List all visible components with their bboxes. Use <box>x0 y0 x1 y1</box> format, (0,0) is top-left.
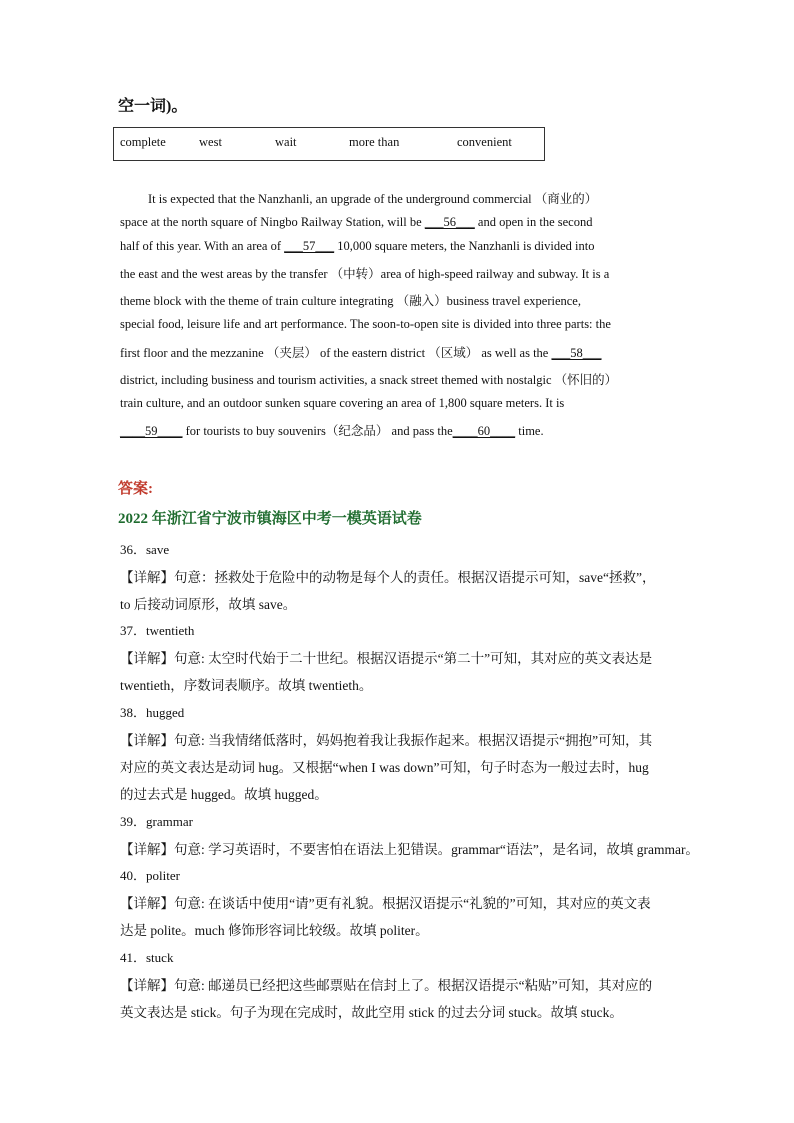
answer-number: 39．grammar <box>120 814 193 829</box>
answer-explanation: 【详解】句意：拯救处于危险中的动物是每个人的责任。根据汉语提示可知，save“拯救”， <box>120 570 656 585</box>
blank-56: ___56___ <box>424 215 475 229</box>
passage-line <box>120 421 544 439</box>
passage-line: train culture, and an outdoor sunken square covering an area of 1,800 square meters. It is <box>120 396 565 410</box>
passage-text: and open in the second <box>474 215 593 229</box>
word-box-item: more than <box>349 135 400 149</box>
passage-line <box>120 215 592 230</box>
answer-explanation: 达是 polite。much 修饰形容词比较级。故填 politer。 <box>120 923 429 938</box>
passage-line <box>120 343 601 361</box>
answer-explanation: 【详解】句意: 邮递员已经把这些邮票贴在信封上了。根据汉语提示“粘贴”可知，其对应的 <box>120 978 653 993</box>
answer-number: 38．hugged <box>120 705 185 720</box>
passage-line: district, including business and tourism activities, a snack street themed with nostalgic （怀旧的） <box>120 373 618 387</box>
answer-explanation: 【详解】句意: 学习英语时，不要害怕在语法上犯错误。grammar“语法”，是名词，故填 grammar。 <box>120 842 699 857</box>
blank-59: ____59____ <box>120 424 183 438</box>
passage-line: special food, leisure life and art performance. The soon-to-open site is divided into three parts: the <box>120 317 611 331</box>
answer-explanation: 英文表达是 stick。句子为现在完成时，故此空用 stick 的过去分词 stuck。故填 stuck。 <box>120 1005 623 1020</box>
word-box-item: convenient <box>457 135 512 149</box>
passage-line: theme block with the theme of train culture integrating （融入）business travel experience, <box>120 294 581 308</box>
answer-number: 36．save <box>120 542 170 557</box>
answers-label: 答案: <box>118 481 153 497</box>
answer-explanation: 【详解】句意: 在谈话中使用“请”更有礼貌。根据汉语提示“礼貌的”可知，其对应的英文表 <box>120 896 651 911</box>
blank-58: ___58___ <box>551 346 602 360</box>
answer-number: 41．stuck <box>120 950 174 965</box>
word-box-item: complete <box>120 135 166 149</box>
answer-number: 37．twentieth <box>120 623 195 638</box>
answer-explanation: 对应的英文表达是动词 hug。又根据“when I was down”可知，句子时态为一般过去时，hug <box>120 760 649 775</box>
passage-text: first floor and the mezzanine （夹层） of the eastern district （区域） as well as the <box>120 346 552 360</box>
passage-text: time. <box>515 424 544 438</box>
answer-explanation: 【详解】句意: 当我情绪低落时，妈妈抱着我让我振作起来。根据汉语提示“拥抱”可知，其 <box>120 733 653 748</box>
answer-explanation: 【详解】句意: 太空时代始于二十世纪。根据汉语提示“第二十”可知，其对应的英文表达是 <box>120 651 653 666</box>
answer-explanation: twentieth，序数词表顺序。故填 twentieth。 <box>120 678 373 693</box>
passage-text: 10,000 square meters, the Nanzhanli is divided into <box>334 239 595 253</box>
passage-text: for tourists to buy souvenirs（纪念品） and pass the <box>182 424 453 438</box>
exam-title: 2022 年浙江省宁波市镇海区中考一模英语试卷 <box>118 511 422 527</box>
answer-explanation: to 后接动词原形，故填 save。 <box>120 597 297 612</box>
blank-60: ____60____ <box>452 424 516 438</box>
word-box <box>113 127 545 161</box>
word-box-item: wait <box>275 135 297 149</box>
passage-text: half of this year. With an area of <box>120 239 285 253</box>
passage-line: It is expected that the Nanzhanli, an upgrade of the underground commercial （商业的） <box>148 192 598 206</box>
passage-text: space at the north square of Ningbo Railway Station, will be <box>120 215 425 229</box>
blank-57: ___57___ <box>284 239 335 253</box>
passage-line: the east and the west areas by the transfer （中转）area of high-speed railway and subway. It is a <box>120 267 610 281</box>
word-box-item: west <box>199 135 222 149</box>
passage-line <box>120 239 595 254</box>
answer-explanation: 的过去式是 hugged。故填 hugged。 <box>120 787 328 802</box>
answer-number: 40．politer <box>120 868 180 883</box>
section-heading: 空一词)。 <box>118 98 188 115</box>
